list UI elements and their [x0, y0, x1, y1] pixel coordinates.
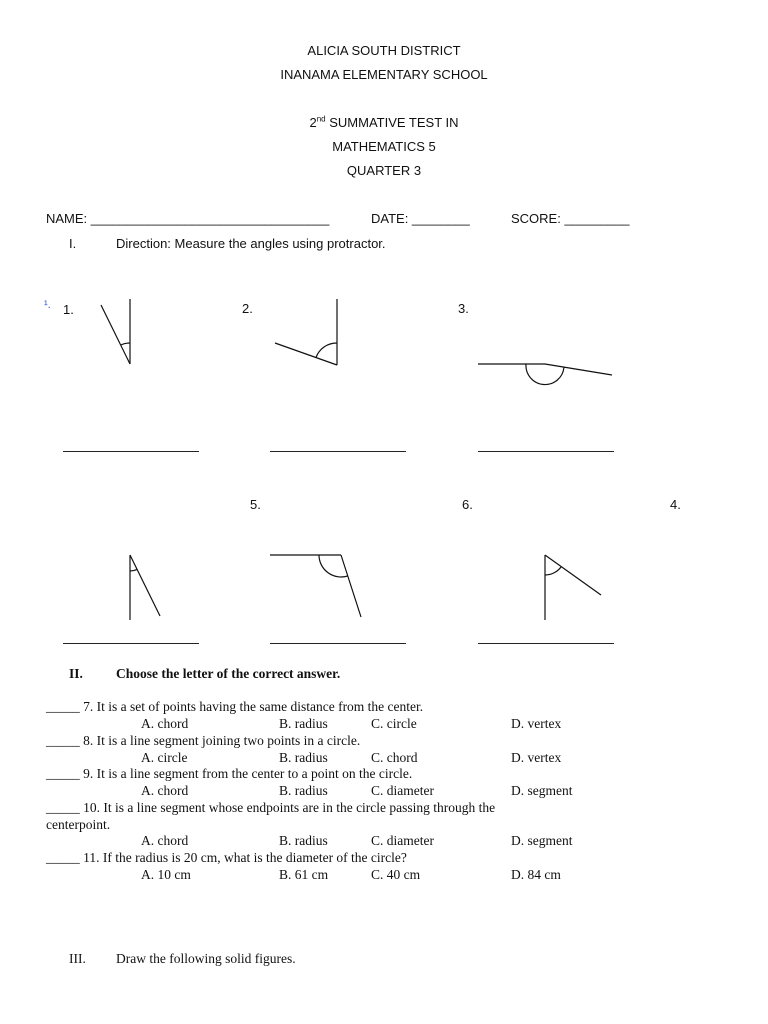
choice-7c: C. circle — [371, 716, 417, 731]
choice-8a: A. circle — [141, 750, 188, 765]
choice-9c: C. diameter — [371, 783, 434, 798]
choice-7d: D. vertex — [511, 716, 562, 731]
angle-figure-4 — [545, 555, 601, 620]
choice-7b: B. radius — [279, 716, 328, 731]
angle-label-3: 3. — [458, 301, 469, 316]
angle-figure-3 — [478, 364, 612, 385]
school-title: INANAMA ELEMENTARY SCHOOL — [280, 67, 488, 82]
part2-numeral: II. — [69, 666, 83, 681]
choice-10a: A. chord — [141, 833, 189, 848]
stray-mark: ¹. — [44, 299, 51, 311]
choice-10d: D. segment — [511, 833, 573, 848]
answer-line-5 — [63, 643, 199, 644]
choice-9b: B. radius — [279, 783, 328, 798]
angle-label-4: 4. — [670, 497, 681, 512]
score-field: SCORE: _________ — [511, 211, 630, 226]
choice-8d: D. vertex — [511, 750, 562, 765]
angle-label-2: 2. — [242, 301, 253, 316]
answer-line-4 — [478, 643, 614, 644]
choice-9a: A. chord — [141, 783, 189, 798]
choice-11a: A. 10 cm — [141, 867, 191, 882]
date-field: DATE: ________ — [371, 211, 470, 226]
question-10-continued: centerpoint. — [46, 817, 111, 832]
part3-heading: Draw the following solid figures. — [116, 951, 296, 966]
answer-line-1 — [63, 451, 199, 452]
choice-11c: C. 40 cm — [371, 867, 421, 882]
part1-numeral: I. — [69, 236, 77, 251]
district-title: ALICIA SOUTH DISTRICT — [307, 43, 461, 58]
choice-9d: D. segment — [511, 783, 573, 798]
angle-figure-2 — [275, 299, 337, 365]
question-9: _____ 9. It is a line segment from the center to a point on the circle. — [46, 766, 413, 781]
choice-10c: C. diameter — [371, 833, 434, 848]
choice-7a: A. chord — [141, 716, 189, 731]
subject-title: MATHEMATICS 5 — [332, 139, 436, 154]
part1-direction: Direction: Measure the angles using protractor. — [116, 236, 386, 251]
choice-8c: C. chord — [371, 750, 418, 765]
angle-figure-1 — [101, 299, 130, 364]
answer-line-2 — [270, 451, 406, 452]
test-title-ordinal: nd — [316, 114, 326, 124]
angle-figure-5 — [130, 555, 160, 620]
name-field: NAME: _________________________________ — [46, 211, 330, 226]
angle-figure-6 — [270, 555, 361, 617]
answer-line-6 — [270, 643, 406, 644]
angle-label-6: 6. — [462, 497, 473, 512]
question-7: _____ 7. It is a set of points having the same distance from the center. — [46, 699, 424, 714]
question-10: _____ 10. It is a line segment whose endpoints are in the circle passing through the — [46, 800, 496, 815]
quarter-title: QUARTER 3 — [346, 163, 422, 178]
choice-11d: D. 84 cm — [511, 867, 561, 882]
question-11: _____ 11. If the radius is 20 cm, what is the diameter of the circle? — [46, 850, 407, 865]
choice-8b: B. radius — [279, 750, 328, 765]
choice-11b: B. 61 cm — [279, 867, 329, 882]
question-8: _____ 8. It is a line segment joining two points in a circle. — [46, 733, 361, 748]
choice-10b: B. radius — [279, 833, 328, 848]
test-title-text: SUMMATIVE TEST IN — [325, 115, 459, 130]
answer-line-3 — [478, 451, 614, 452]
test-title-number: 2 — [309, 115, 317, 130]
angle-label-5: 5. — [250, 497, 261, 512]
part3-numeral: III. — [69, 951, 86, 966]
angle-label-1: 1. — [63, 302, 74, 317]
part2-heading: Choose the letter of the correct answer. — [116, 666, 341, 681]
